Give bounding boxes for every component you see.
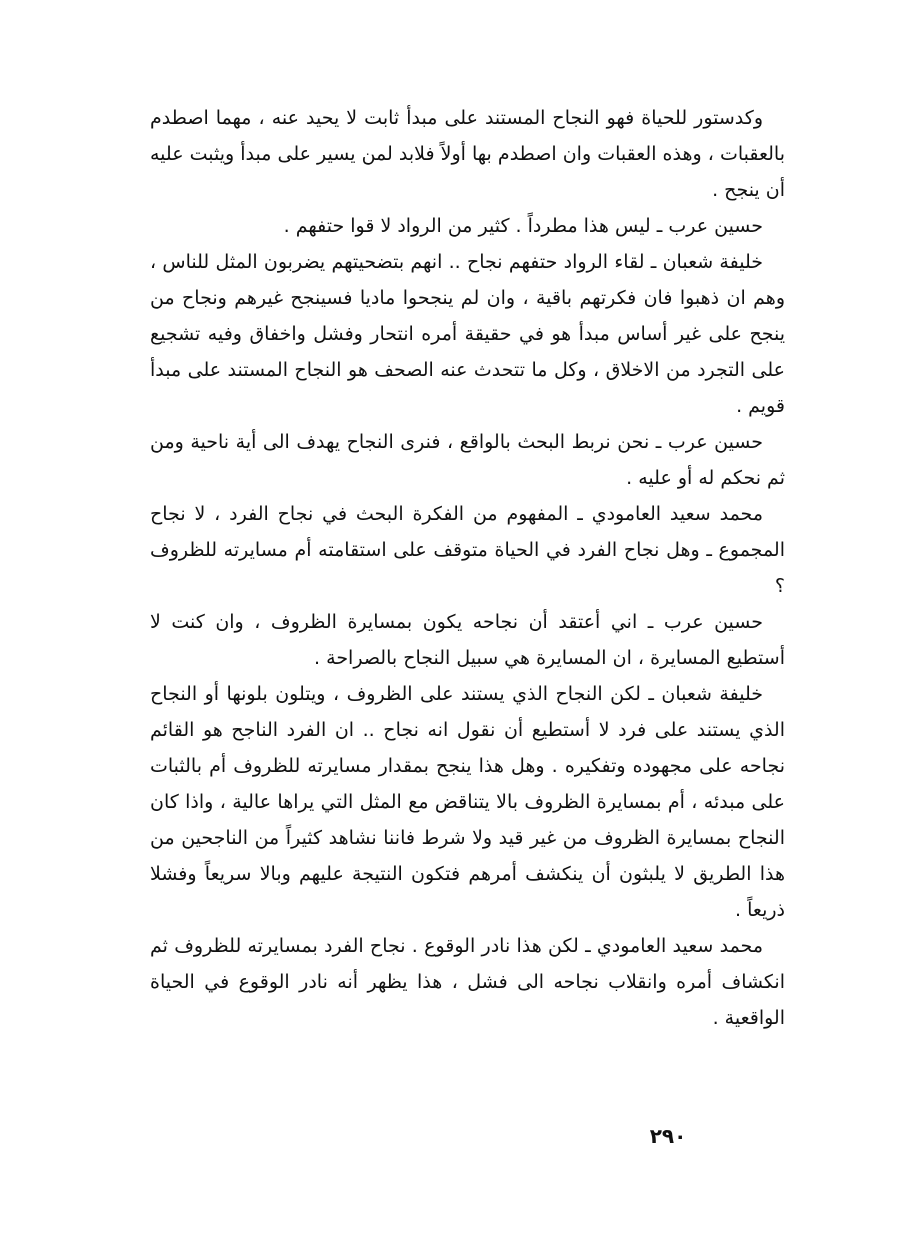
paragraph: وكدستور للحياة فهو النجاح المستند على مبدأ ثابت لا يحيد عنه ، مهما اصطدم بالعقبات ، وهذه العقبات وان اصطدم بها أولاً فلابد لمن يسير على مبدأ ويثبت عليه أن ينجح . xyxy=(150,107,785,201)
paragraph: حسين عرب ـ ليس هذا مطرداً . كثير من الرواد لا قوا حتفهم . xyxy=(283,215,763,237)
body-text xyxy=(150,100,785,1036)
paragraph: حسين عرب ـ اني أعتقد أن نجاحه يكون بمسايرة الظروف ، وان كنت لا أستطيع المسايرة ، ان المسايرة هي سبيل النجاح بالصراحة . xyxy=(150,611,785,669)
paragraph: خليفة شعبان ـ لكن النجاح الذي يستند على الظروف ، ويتلون بلونها أو النجاح الذي يستند على فرد لا أستطيع أن نقول انه نجاح .. ان الفرد الناجح هو القائم نجاحه على مجهوده وتفكيره . وهل هذا ينجح بمقدار مسايرته للظروف أم بالثبات على مبدئه ، أم بمسايرة الظروف بالا يتناقض مع المثل التي يراها عالية ، واذا كان النجاح بمسايرة الظروف من غير قيد ولا شرط فاننا نشاهد كثيراً من الناجحين من هذا الطريق لا يلبثون أن ينكشف أمرهم فتكون النتيجة عليهم وبالا سريعاً وفشلا ذريعاً . xyxy=(150,683,785,921)
paragraph: محمد سعيد العامودي ـ لكن هذا نادر الوقوع . نجاح الفرد بمسايرته للظروف ثم انكشاف أمره وانقلاب نجاحه الى فشل ، هذا يظهر أنه نادر الوقوع في الحياة الواقعية . xyxy=(150,935,785,1029)
paragraph: خليفة شعبان ـ لقاء الرواد حتفهم نجاح .. انهم بتضحيتهم يضربون المثل للناس ، وهم ان ذهبوا فان فكرتهم باقية ، وان لم ينجحوا ماديا فسينجح غيرهم ونجاح من ينجح على غير أساس مبدأ هو في حقيقة أمره انتحار وفشل واخفاق وفيه تشجيع على التجرد من الاخلاق ، وكل ما تتحدث عنه الصحف هو النجاح المستند على مبدأ قويم . xyxy=(150,251,785,417)
paragraph: محمد سعيد العامودي ـ المفهوم من الفكرة البحث في نجاح الفرد ، لا نجاح المجموع ـ وهل نجاح الفرد في الحياة متوقف على استقامته أم مسايرته للظروف ؟ xyxy=(150,503,785,597)
page-number: ٢٩٠ xyxy=(649,1124,687,1148)
paragraph: حسين عرب ـ نحن نربط البحث بالواقع ، فنرى النجاح يهدف الى أية ناحية ومن ثم نحكم له أو عليه . xyxy=(150,431,785,489)
